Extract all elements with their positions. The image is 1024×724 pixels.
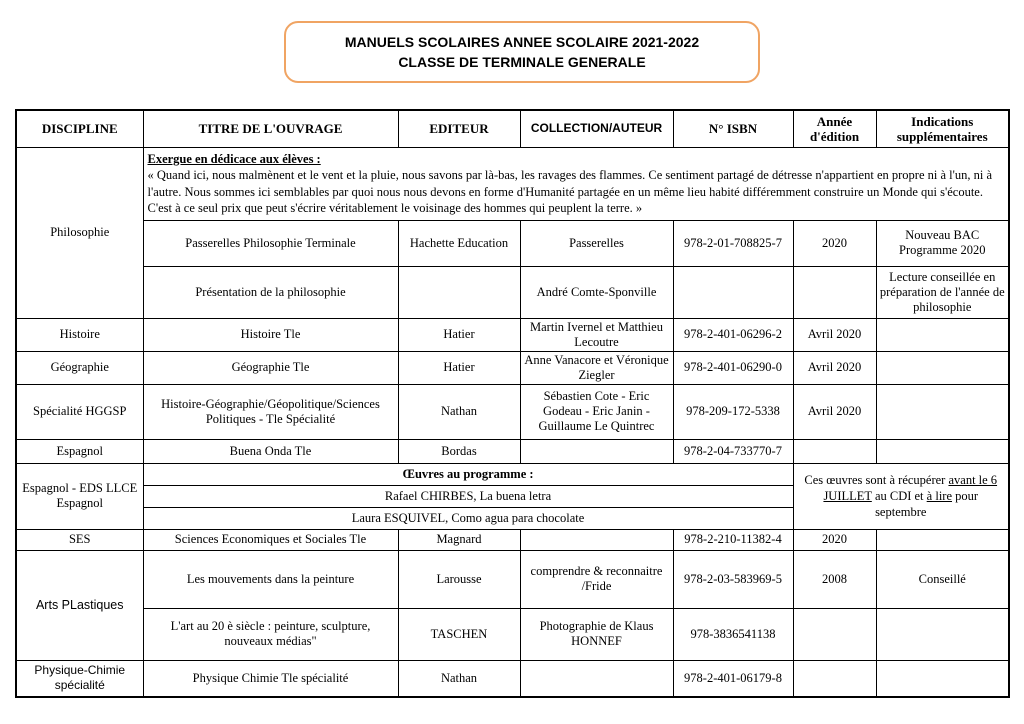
llce-note: Ces œuvres sont à récupérer avant le 6 JUILLET au CDI et à lire pour septembre (793, 463, 1009, 529)
annee-cell: Avril 2020 (793, 384, 876, 439)
isbn-cell: 978-2-401-06296-2 (673, 318, 793, 351)
collection-cell (520, 660, 673, 697)
collection-cell: Passerelles (520, 220, 673, 266)
titre-cell: Physique Chimie Tle spécialité (143, 660, 398, 697)
discipline-cell: Espagnol - EDS LLCE Espagnol (16, 463, 143, 529)
isbn-cell (673, 266, 793, 318)
isbn-cell: 978-3836541138 (673, 608, 793, 660)
indications-cell (876, 529, 1009, 550)
table-row (16, 384, 1009, 439)
annee-cell (793, 608, 876, 660)
collection-cell: Martin Ivernel et Matthieu Lecoutre (520, 318, 673, 351)
oeuvres-title: Œuvres au programme : (144, 464, 793, 486)
indications-cell (876, 660, 1009, 697)
col-header-collection: COLLECTION/AUTEUR (520, 110, 673, 147)
discipline-cell: Espagnol (16, 439, 143, 463)
isbn-cell: 978-2-04-733770-7 (673, 439, 793, 463)
indications-cell (876, 318, 1009, 351)
isbn-cell: 978-2-401-06290-0 (673, 351, 793, 384)
table-row (16, 266, 1009, 318)
table-row (16, 351, 1009, 384)
table-row (16, 660, 1009, 697)
col-header-discipline: DISCIPLINE (16, 110, 143, 147)
editeur-cell: TASCHEN (398, 608, 520, 660)
table-row (16, 550, 1009, 608)
indications-cell (876, 439, 1009, 463)
editeur-cell (398, 266, 520, 318)
table-row (16, 220, 1009, 266)
titre-cell: Histoire-Géographie/Géopolitique/Sciences Politiques - Tle Spécialité (143, 384, 398, 439)
discipline-cell: Physique-Chimie spécialité (16, 660, 143, 697)
collection-cell: André Comte-Sponville (520, 266, 673, 318)
table-row (16, 529, 1009, 550)
table-row (16, 147, 1009, 220)
exergue-text: « Quand ici, nous malmènent et le vent et la pluie, nous savons par là-bas, les ravages des flammes. Ce sentiment partagé de détresse n'appartient en propre ni à l'un, ni à l'autre. Nous sommes ici semblables par quoi nous nous devons en forme d'Humanité partagée en un même lieu habité différemment construire un Monde qui s'écoute. C'est à ce seul prix que peut s'écrire véritablement le voisinage des hommes qui peuplent la terre. » (147, 168, 993, 215)
discipline-cell: Arts PLastiques (16, 550, 143, 660)
annee-cell: 2020 (793, 220, 876, 266)
annee-cell (793, 660, 876, 697)
table-row (16, 608, 1009, 660)
isbn-cell: 978-2-210-11382-4 (673, 529, 793, 550)
oeuvre-item: Rafael CHIRBES, La buena letra (144, 486, 793, 508)
exergue-cell (143, 147, 1009, 220)
editeur-cell: Hachette Education (398, 220, 520, 266)
titre-cell: Présentation de la philosophie (143, 266, 398, 318)
indications-cell: Nouveau BAC Programme 2020 (876, 220, 1009, 266)
collection-cell: Anne Vanacore et Véronique Ziegler (520, 351, 673, 384)
annee-cell: Avril 2020 (793, 318, 876, 351)
editeur-cell: Hatier (398, 351, 520, 384)
titre-cell: Histoire Tle (143, 318, 398, 351)
collection-cell (520, 529, 673, 550)
indications-cell: Lecture conseillée en préparation de l'année de philosophie (876, 266, 1009, 318)
titre-cell: Les mouvements dans la peinture (143, 550, 398, 608)
collection-cell: comprendre & reconnaitre /Fride (520, 550, 673, 608)
oeuvres-cell (143, 463, 793, 529)
titre-cell: Passerelles Philosophie Terminale (143, 220, 398, 266)
isbn-cell: 978-2-01-708825-7 (673, 220, 793, 266)
table-row (16, 439, 1009, 463)
editeur-cell: Nathan (398, 660, 520, 697)
discipline-cell: Géographie (16, 351, 143, 384)
oeuvre-item: Laura ESQUIVEL, Como agua para chocolate (351, 510, 585, 525)
table-row (16, 318, 1009, 351)
discipline-cell: Philosophie (16, 147, 143, 318)
textbook-table (15, 109, 1010, 698)
indications-cell (876, 608, 1009, 660)
document-title-box (284, 21, 760, 83)
indications-cell (876, 384, 1009, 439)
indications-cell: Conseillé (876, 550, 1009, 608)
editeur-cell: Magnard (398, 529, 520, 550)
table-row (16, 463, 1009, 529)
editeur-cell: Nathan (398, 384, 520, 439)
discipline-cell: SES (16, 529, 143, 550)
col-header-titre: TITRE DE L'OUVRAGE (143, 110, 398, 147)
editeur-cell: Bordas (398, 439, 520, 463)
annee-cell: Avril 2020 (793, 351, 876, 384)
isbn-cell: 978-2-401-06179-8 (673, 660, 793, 697)
titre-cell: Buena Onda Tle (143, 439, 398, 463)
collection-cell: Photographie de Klaus HONNEF (520, 608, 673, 660)
titre-cell: L'art au 20 è siècle : peinture, sculpture, nouveaux médias" (143, 608, 398, 660)
col-header-indications: Indications supplémentaires (876, 110, 1009, 147)
discipline-cell: Histoire (16, 318, 143, 351)
titre-cell: Géographie Tle (143, 351, 398, 384)
titre-cell: Sciences Economiques et Sociales Tle (143, 529, 398, 550)
document-title: MANUELS SCOLAIRES ANNEE SCOLAIRE 2021-2022 (344, 34, 700, 50)
isbn-cell: 978-2-03-583969-5 (673, 550, 793, 608)
collection-cell (520, 439, 673, 463)
indications-cell (876, 351, 1009, 384)
annee-cell: 2008 (793, 550, 876, 608)
annee-cell (793, 266, 876, 318)
isbn-cell: 978-209-172-5338 (673, 384, 793, 439)
annee-cell: 2020 (793, 529, 876, 550)
col-header-annee: Année d'édition (793, 110, 876, 147)
editeur-cell: Hatier (398, 318, 520, 351)
editeur-cell: Larousse (398, 550, 520, 608)
table-header-row (16, 110, 1009, 147)
collection-cell: Sébastien Cote - Eric Godeau - Eric Janin - Guillaume Le Quintrec (520, 384, 673, 439)
annee-cell (793, 439, 876, 463)
document-subtitle: CLASSE DE TERMINALE GENERALE (398, 54, 646, 70)
col-header-isbn: N° ISBN (673, 110, 793, 147)
col-header-editeur: EDITEUR (398, 110, 520, 147)
discipline-cell: Spécialité HGGSP (16, 384, 143, 439)
exergue-title: Exergue en dédicace aux élèves : (147, 151, 321, 166)
